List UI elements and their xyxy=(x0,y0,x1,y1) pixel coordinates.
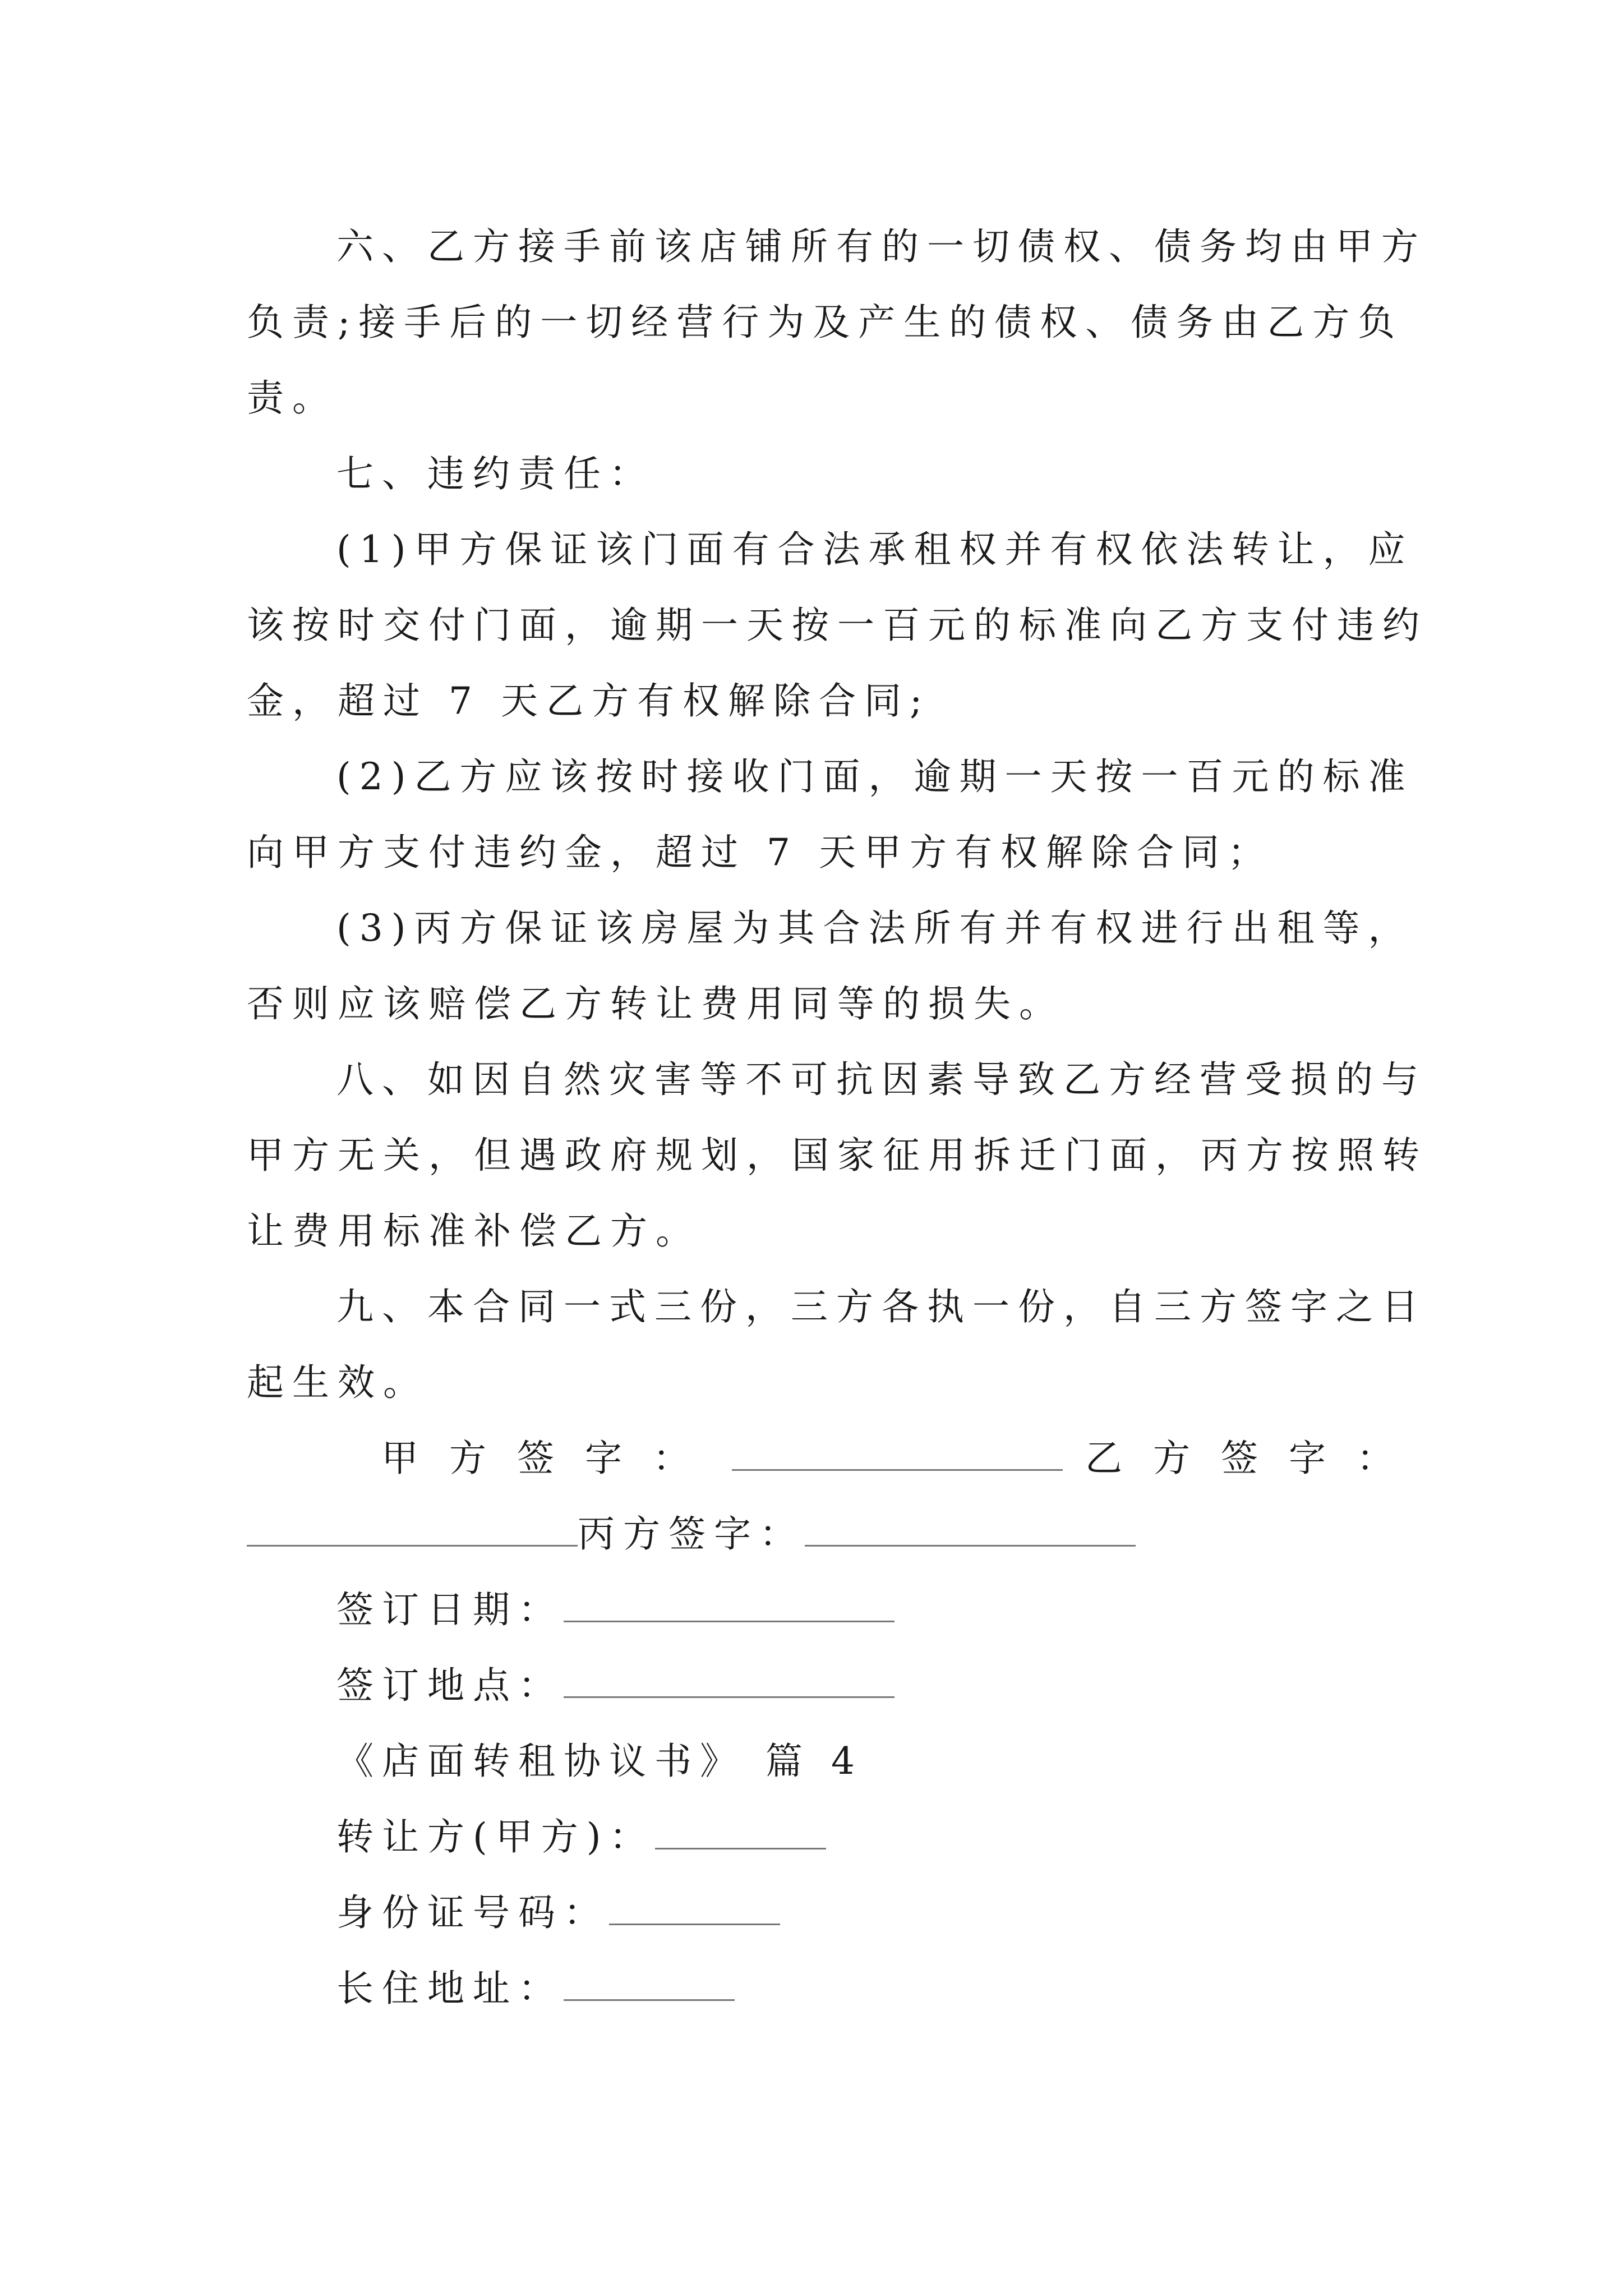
sign-place-row xyxy=(336,1663,895,1708)
party-a-sign-blank xyxy=(732,1437,1063,1471)
id-number-label: 身份证号码： xyxy=(336,1891,609,1934)
signature-row-c xyxy=(247,1512,1136,1557)
clause-7-3-line-2: 否则应该赔偿乙方转让费用同等的损失。 xyxy=(247,982,1064,1025)
clause-7-2-line-2: 向甲方支付违约金，超过 7 天甲方有权解除合同； xyxy=(247,831,1273,874)
party-c-sign-blank xyxy=(805,1512,1136,1547)
party-b-sign-label: 乙方签字： xyxy=(1085,1437,1424,1480)
clause-6-line-2: 负责;接手后的一切经营行为及产生的债权、债务由乙方负 xyxy=(247,301,1404,344)
sign-place-label: 签订地点： xyxy=(336,1664,564,1707)
party-b-sign-blank xyxy=(247,1512,578,1547)
transferor-blank xyxy=(655,1815,826,1849)
sign-date-label: 签订日期： xyxy=(336,1588,564,1631)
clause-6-line-1: 六、乙方接手前该店铺所有的一切债权、债务均由甲方 xyxy=(336,225,1427,268)
clause-9-line-1: 九、本合同一式三份，三方各执一份，自三方签字之日 xyxy=(336,1285,1427,1328)
clause-7-3-line-1: (3)丙方保证该房屋为其合法所有并有权进行出租等， xyxy=(336,907,1414,950)
clause-7-1-line-2: 该按时交付门面，逾期一天按一百元的标准向乙方支付违约 xyxy=(247,604,1428,647)
section-title: 《店面转租协议书》 篇 4 xyxy=(336,1740,863,1783)
clause-7-1-line-3: 金，超过 7 天乙方有权解除合同; xyxy=(247,679,931,723)
party-a-sign-label: 甲方签字： xyxy=(381,1437,721,1480)
transferor-label: 转让方(甲方)： xyxy=(336,1815,655,1858)
clause-6-line-3: 责。 xyxy=(247,376,338,420)
address-row xyxy=(336,1966,735,2011)
transferor-row xyxy=(336,1815,826,1860)
clause-8-line-1: 八、如因自然灾害等不可抗因素导致乙方经营受损的与 xyxy=(336,1058,1427,1101)
clause-7-1-line-1: (1)甲方保证该门面有合法承租权并有权依法转让，应 xyxy=(336,528,1414,571)
address-label: 长住地址： xyxy=(336,1967,564,2010)
address-blank xyxy=(564,1967,735,2001)
clause-8-line-3: 让费用标准补偿乙方。 xyxy=(247,1209,701,1253)
clause-7-2-line-1: (2)乙方应该按时接收门面，逾期一天按一百元的标准 xyxy=(336,755,1414,798)
clause-7-title: 七、违约责任： xyxy=(336,452,654,495)
sign-place-blank xyxy=(564,1664,895,1698)
id-number-blank xyxy=(609,1891,780,1925)
sign-date-row xyxy=(336,1588,895,1632)
clause-8-line-2: 甲方无关，但遇政府规划，国家征用拆迁门面，丙方按照转 xyxy=(247,1134,1428,1177)
party-c-sign-label: 丙方签字： xyxy=(578,1512,805,1556)
id-number-row xyxy=(336,1890,780,1935)
signature-row-a-b xyxy=(381,1436,1424,1481)
sign-date-blank xyxy=(564,1588,895,1622)
clause-9-line-2: 起生效。 xyxy=(247,1361,428,1404)
